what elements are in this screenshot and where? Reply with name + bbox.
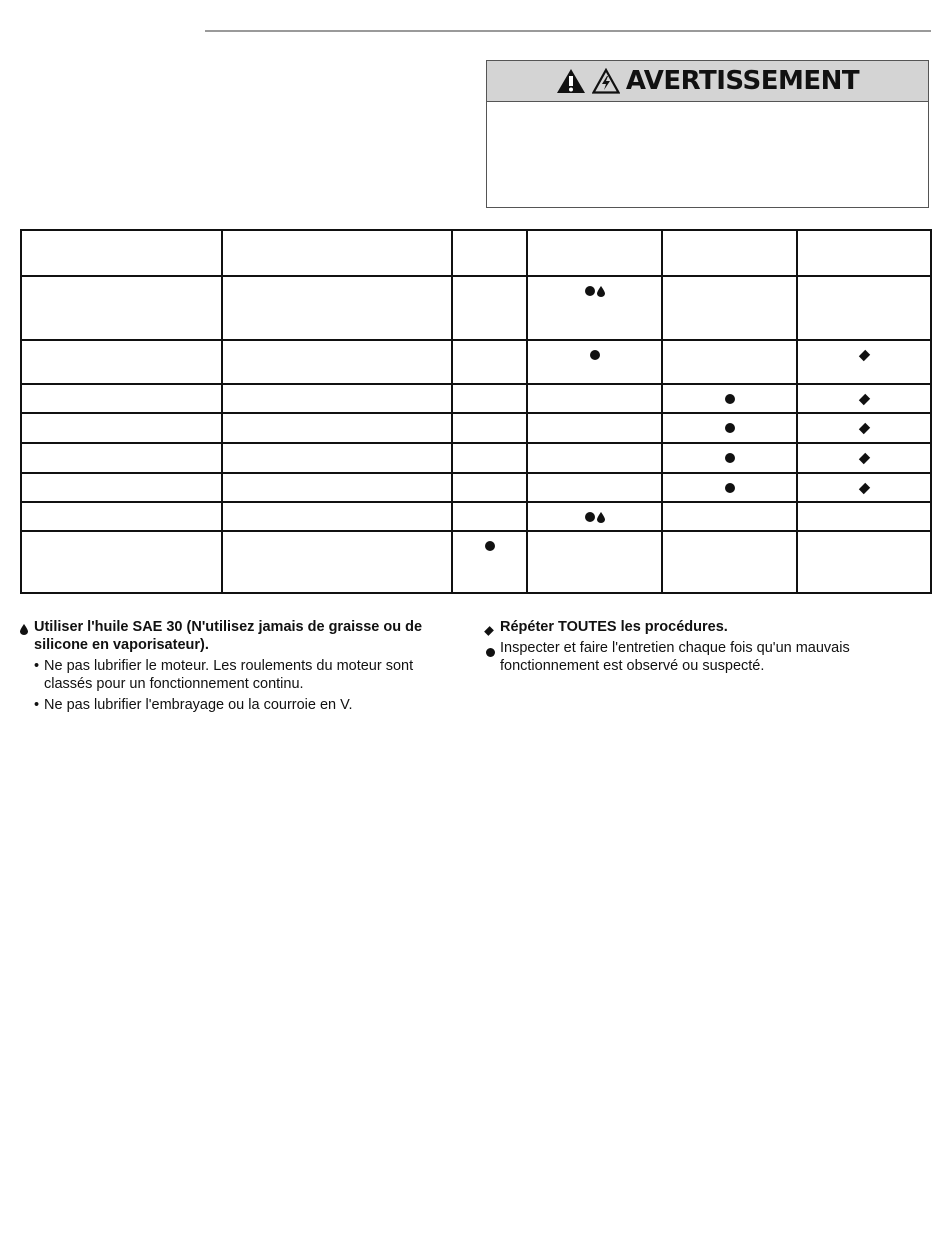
table-row [21,384,931,413]
note-lubrication [20,618,460,654]
dot-icon [486,643,495,661]
note-inspect [486,639,906,675]
table-cell [452,340,527,384]
bullet: • [34,658,40,674]
bullet: • [34,697,40,713]
diamond-icon [858,483,869,494]
dot-icon [725,483,735,493]
table-cell [21,340,222,384]
note-repeat-text: Répéter TOUTES les procédures. [500,619,728,635]
table-cell [797,413,931,443]
drop-icon [20,622,28,640]
table-cell [797,473,931,502]
table-cell [797,531,931,593]
table-cell [662,413,797,443]
table-cell [222,531,452,593]
table-cell [797,230,931,276]
table-cell [452,384,527,413]
drop-icon [597,286,605,297]
table-cell [452,276,527,340]
table-cell [527,531,662,593]
table-cell [797,443,931,473]
table-cell [452,531,527,593]
table-cell [21,276,222,340]
dot-icon [485,541,495,551]
table-row [21,276,931,340]
table-cell [452,230,527,276]
table-row [21,473,931,502]
maintenance-schedule-table [20,229,932,594]
note-sub-motor-text: Ne pas lubrifier le moteur. Les roulements du moteur sont classés pour un fonctionnement continu. [44,658,414,692]
table-row [21,413,931,443]
table-cell [527,413,662,443]
table-cell [527,473,662,502]
table-cell [222,502,452,531]
dot-icon [725,394,735,404]
table-cell [527,340,662,384]
table-cell [21,502,222,531]
table-cell [21,230,222,276]
note-lubrication-text: Utiliser l'huile SAE 30 (N'utilisez jamais de graisse ou de silicone en vaporisateur). [34,619,423,653]
table-cell [21,473,222,502]
table-cell [797,276,931,340]
table-row [21,502,931,531]
table-cell [797,502,931,531]
warning-triangle-exclamation-icon [556,68,586,94]
table-cell [452,443,527,473]
table-cell [662,276,797,340]
table-cell [21,384,222,413]
table-cell [662,340,797,384]
dot-icon [725,423,735,433]
table-row [21,531,931,593]
table-cell [222,340,452,384]
diamond-icon [858,394,869,405]
table-cell [222,384,452,413]
table-cell [662,384,797,413]
table-cell [21,413,222,443]
table-cell [662,443,797,473]
drop-icon [597,512,605,523]
table-cell [797,384,931,413]
table-cell [222,230,452,276]
note-repeat [486,618,906,636]
dot-icon [590,350,600,360]
warning-box [486,60,929,208]
dot-icon [725,453,735,463]
diamond-icon [486,622,492,640]
warning-title: AVERTISSEMENT [625,66,860,96]
table-cell [452,413,527,443]
table-header-row [21,230,931,276]
table-row [21,443,931,473]
dot-icon [585,512,595,522]
table-cell [797,340,931,384]
diamond-icon [858,423,869,434]
note-sub-belt [20,696,460,714]
table-cell [452,473,527,502]
table-row [21,340,931,384]
table-cell [222,276,452,340]
warning-header [487,61,928,102]
notes-left [20,618,460,714]
top-rule [205,30,931,32]
table-cell [527,276,662,340]
diamond-icon [858,453,869,464]
note-inspect-text: Inspecter et faire l'entretien chaque fois qu'un mauvais fonctionnement est observé ou suspecté. [500,640,850,674]
table-cell [662,230,797,276]
note-sub-motor [20,657,460,693]
table-cell [527,502,662,531]
table-cell [527,443,662,473]
notes-right [486,618,906,675]
table-cell [222,473,452,502]
table-cell [662,473,797,502]
diamond-icon [858,350,869,361]
table-cell [222,413,452,443]
table-cell [222,443,452,473]
table-cell [452,502,527,531]
dot-icon [585,286,595,296]
warning-triangle-electric-icon [592,68,620,94]
table-cell [527,384,662,413]
table-cell [527,230,662,276]
note-sub-belt-text: Ne pas lubrifier l'embrayage ou la courroie en V. [44,697,353,713]
table-cell [21,443,222,473]
table-cell [662,531,797,593]
table-cell [662,502,797,531]
table-cell [21,531,222,593]
